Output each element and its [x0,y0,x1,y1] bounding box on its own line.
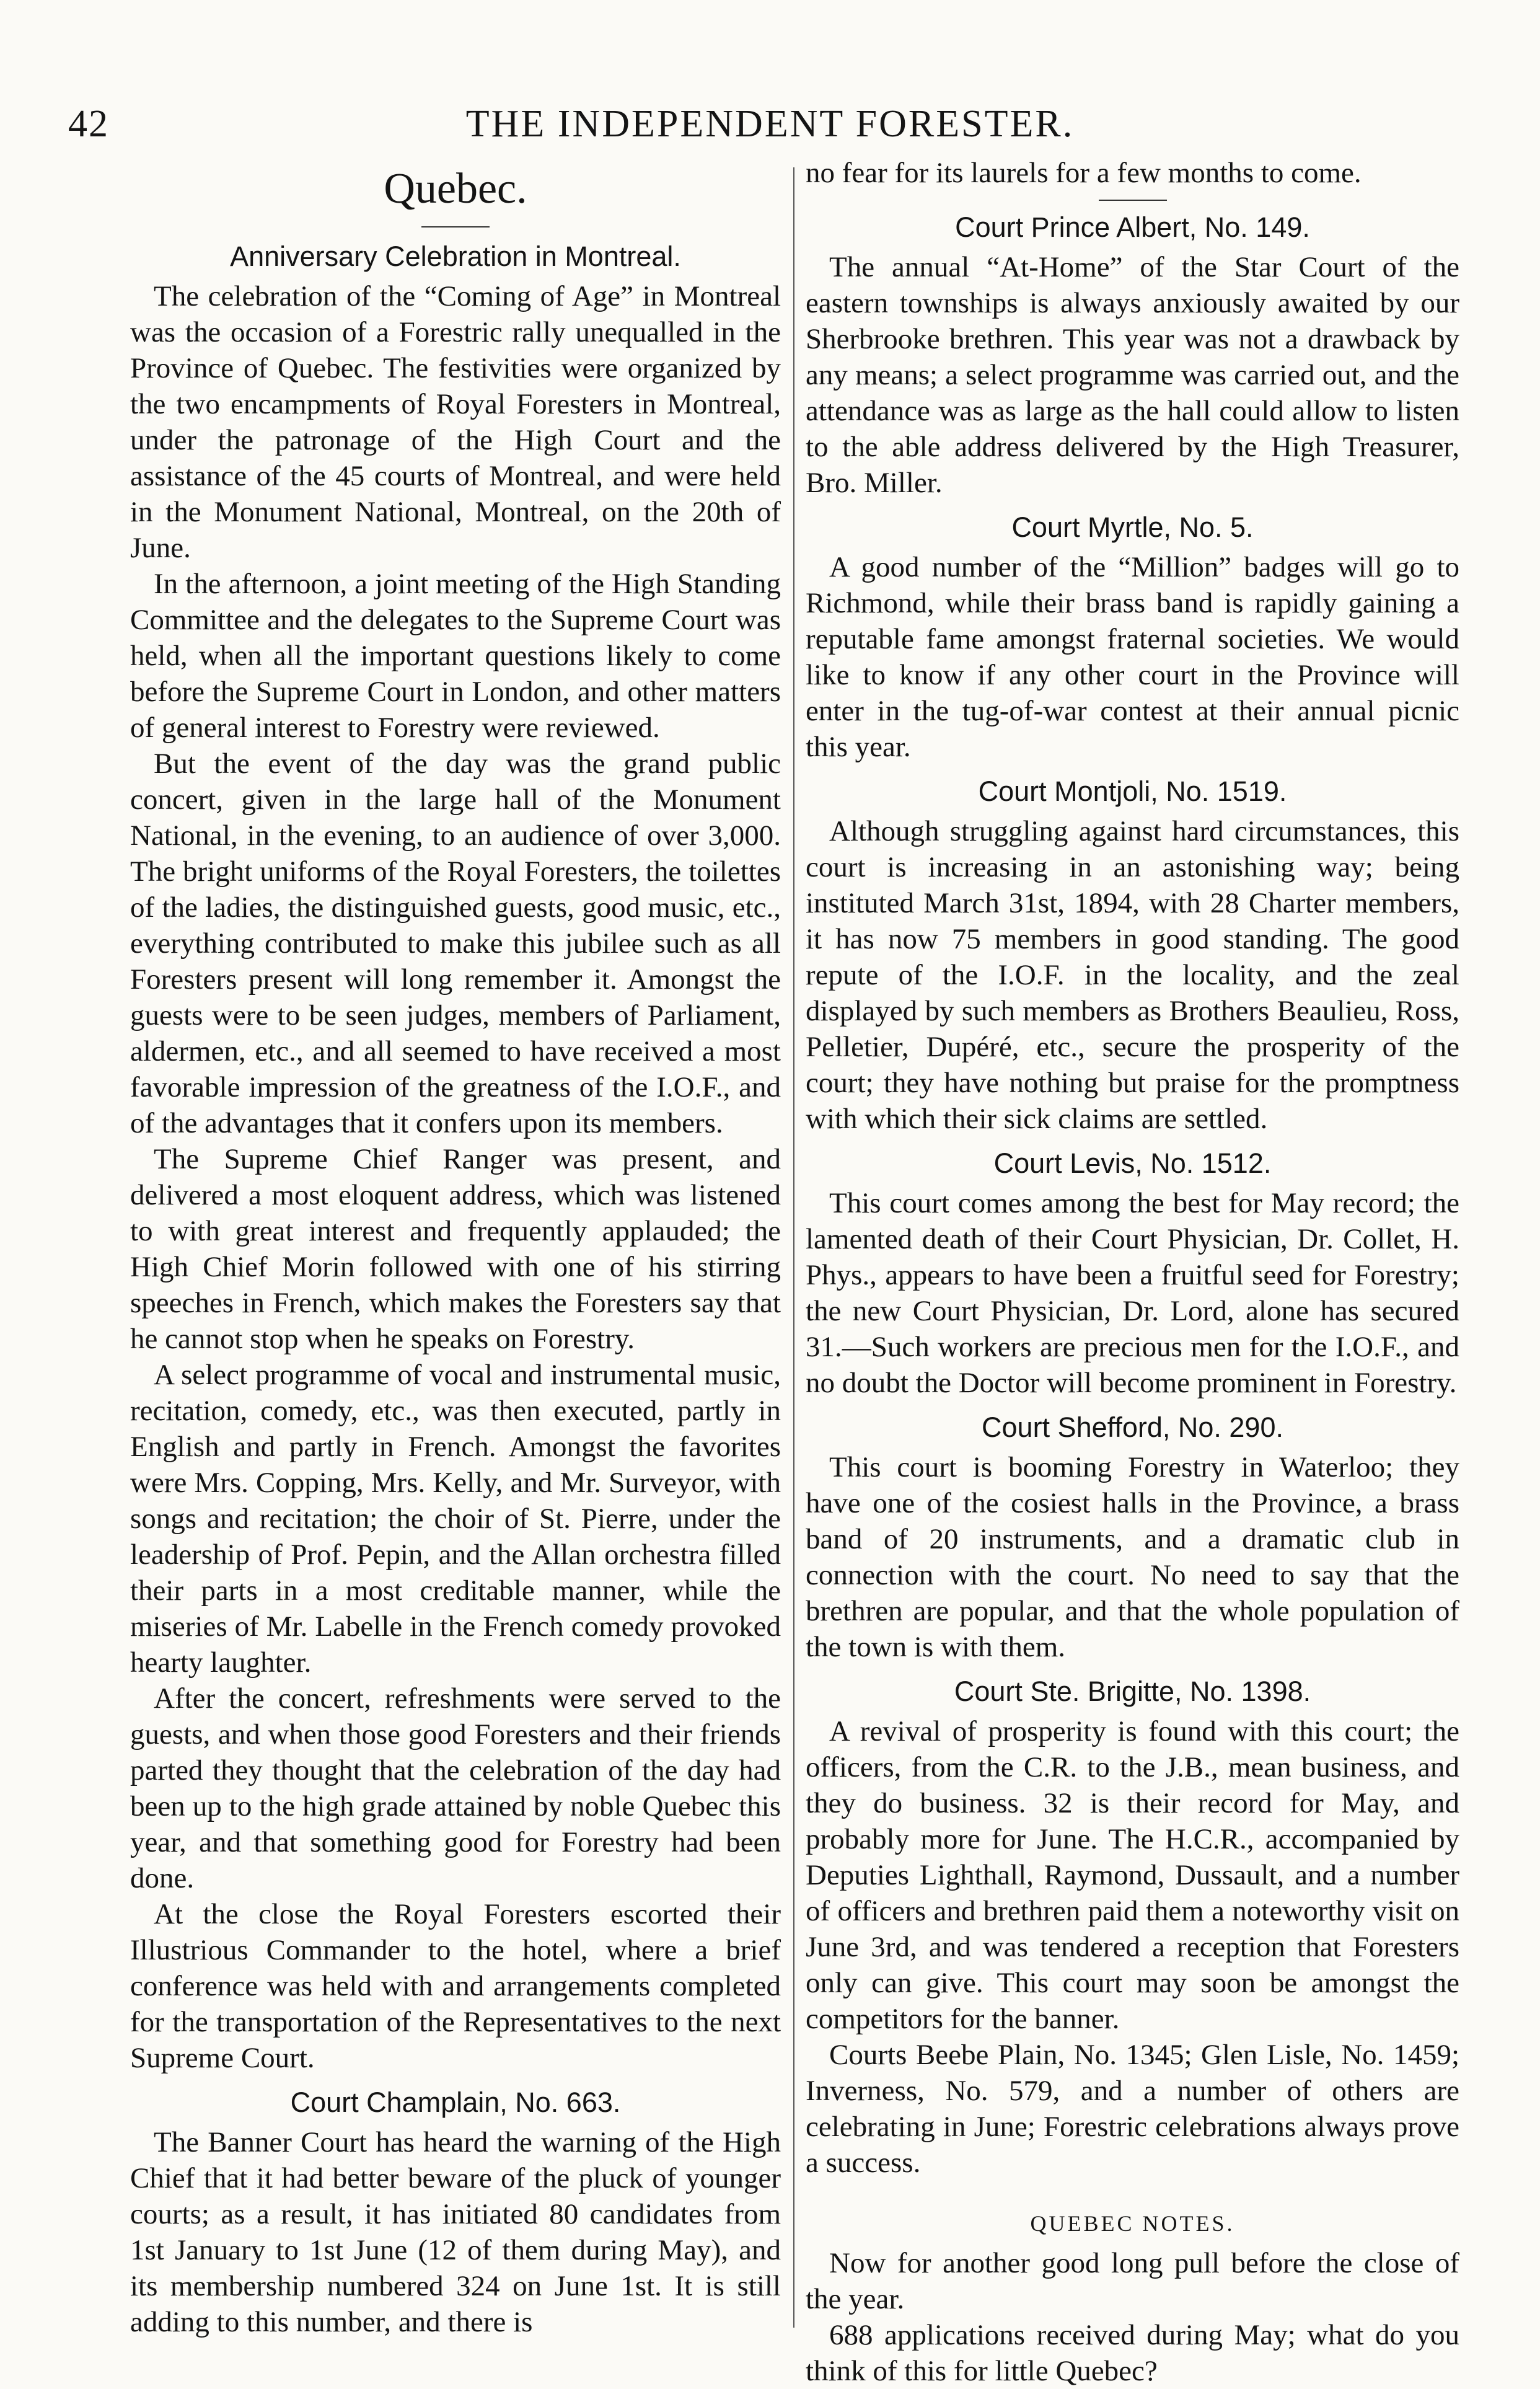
page-number: 42 [68,103,109,145]
court-montjoli-heading: Court Montjoli, No. 1519. [978,775,1287,807]
short-rule [1099,200,1167,201]
title-rule [421,226,490,227]
article-paragraph: The Supreme Chief Ranger was present, and delivered a most eloquent address, which was listened to with great interest and frequently applauded; the High Chief Morin followed with one of his stirring speeches in French, which makes the Foresters say that he cannot stop when he speaks on Forestry. [130,1143,781,1355]
article-paragraph: After the concert, refreshments were served to the guests, and when those good Foresters and their friends parted they thought that the celebration of the day had been up to the high grade attained by noble Quebec this year, and that something good for Forestry had been done. [130,1682,781,1894]
court-champlain-text: The Banner Court has heard the warning of the High Chief that it had better beware of the pluck of younger courts; as a result, it has initiated 80 candidates from 1st January to 1st June (12 of them during May), and its membership numbered 324 on June 1st. It is still adding to this number, and there is [130,2126,781,2338]
article-paragraph: A select programme of vocal and instrumental music, recitation, comedy, etc., was then executed, partly in English and partly in French. Amongst the favorites were Mrs. Copping, Mrs. Kelly, and Mr. Surveyor, with songs and recitation; the choir of St. Pierre, under the leadership of Prof. Pepin, and the Allan orchestra filled their parts in a most creditable manner, while the miseries of Mr. Labelle in the French comedy provoked hearty laughter. [130,1359,781,1679]
column-divider [793,167,794,2328]
court-prince-albert-text: The annual “At-Home” of the Star Court of the eastern townships is always anxiously awaited by our Sherbrooke brethren. This year was not a drawback by any means; a select programme was carried out, and the attendance was as large as the hall could allow to listen to the able address delivered by the High Treasurer, Bro. Miller. [806,251,1459,499]
article-paragraph: In the afternoon, a joint meeting of the High Standing Committee and the delegates to the Supreme Court was held, when all the important questions likely to come before the Supreme Court in London, and other matters of general interest to Forestry were reviewed. [130,568,781,744]
court-myrtle-heading: Court Myrtle, No. 5. [1011,511,1254,543]
court-shefford-heading: Court Shefford, No. 290. [982,1411,1283,1443]
right-column [806,155,1459,2387]
page-header [68,102,1472,158]
quebec-notes-text: 688 applications received during May; what do you think of this for little Quebec? [806,2319,1459,2387]
quebec-notes-text: Now for another good long pull before the close of the year. [806,2247,1459,2315]
court-prince-albert-heading: Court Prince Albert, No. 149. [955,211,1310,243]
running-title: THE INDEPENDENT FORESTER. [465,103,1075,145]
left-column [130,155,781,2337]
court-myrtle-text: A good number of the “Million” badges will go to Richmond, while their brass band is rapidly gaining a reputable fame amongst fraternal societies. We would like to know if any other court in the Province will enter in the tug-of-war contest at their annual picnic this year. [806,551,1459,763]
court-montjoli-text: Although struggling against hard circumstances, this court is increasing in an astonishing way; being instituted March 31st, 1894, with 28 Charter members, it has now 75 members in good standing. The good repute of the I.O.F. in the locality, and the zeal displayed by such members as Brothers Beaulieu, Ross, Pelletier, Dupéré, etc., secure the prosperity of the court; they have nothing but praise for the promptness with which their sick claims are settled. [806,815,1459,1135]
article-paragraph: At the close the Royal Foresters escorted their Illustrious Commander to the hotel, where a brief conference was held with and arrangements completed for the transportation of the Representatives to the next Supreme Court. [130,1898,781,2074]
continued-text: no fear for its laurels for a few months to come. [806,157,1362,189]
article-subheading: Anniversary Celebration in Montreal. [230,241,681,272]
court-champlain-heading: Court Champlain, No. 663. [290,2087,621,2118]
article-paragraph: The celebration of the “Coming of Age” in Montreal was the occasion of a Forestric rally unequalled in the Province of Quebec. The festivities were organized by the two encampments of Royal Foresters in Montreal, under the patronage of the High Court and the assistance of the 45 courts of Montreal, and were held in the Monument National, Montreal, on the 20th of June. [130,280,781,564]
quebec-notes-heading: QUEBEC NOTES. [1030,2211,1235,2236]
court-levis-text: This court comes among the best for May record; the lamented death of their Court Physician, Dr. Collet, H. Phys., appears to have been a fruitful seed for Forestry; the new Court Physician, Dr. Lord, alone has secured 31.—Such workers are precious men for the I.O.F., and no doubt the Doctor will become prominent in Forestry. [806,1187,1459,1399]
courts-celebrating-text: Courts Beebe Plain, No. 1345; Glen Lisle, No. 1459; Inverness, No. 579, and a number of others are celebrating in June; Forestric celebrations always prove a success. [806,2039,1459,2179]
court-levis-heading: Court Levis, No. 1512. [993,1147,1272,1179]
article-paragraph: But the event of the day was the grand public concert, given in the large hall of the Monument National, in the evening, to an audience of over 3,000. The bright uniforms of the Royal Foresters, the toilettes of the ladies, the distinguished guests, good music, etc., everything contributed to make this jubilee such as all Foresters present will long remember it. Amongst the guests were to be seen judges, members of Parliament, aldermen, etc., and all seemed to have received a most favorable impression of the greatness of the I.O.F., and of the advantages that it confers upon its members. [130,748,781,1139]
court-ste-brigitte-text: A revival of prosperity is found with this court; the officers, from the C.R. to the J.B., mean business, and they do business. 32 is their record for May, and probably more for June. The H.C.R., accompanied by Deputies Lighthall, Raymond, Dussault, and a number of officers and brethren paid them a noteworthy visit on June 3rd, and was tendered a reception that Foresters only can give. This court may soon be amongst the competitors for the banner. [806,1715,1459,2035]
court-shefford-text: This court is booming Forestry in Waterloo; they have one of the cosiest halls in the Province, a brass band of 20 instruments, and a dramatic club in connection with the court. No need to say that the brethren are popular, and that the whole population of the town is with them. [806,1451,1459,1663]
court-ste-brigitte-heading: Court Ste. Brigitte, No. 1398. [954,1676,1311,1707]
section-title: Quebec. [384,165,527,213]
